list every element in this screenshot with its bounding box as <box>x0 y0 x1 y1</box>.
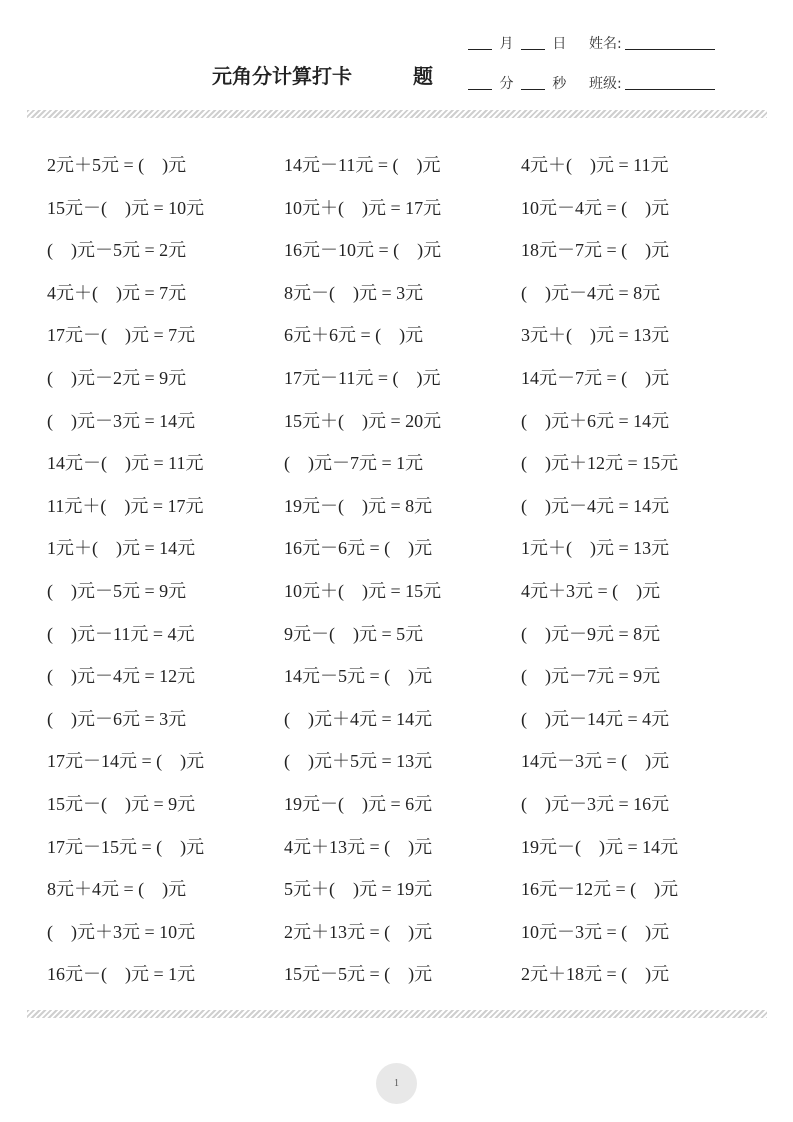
problem-row <box>47 150 757 193</box>
problem-item: ( )元＋12元 = 15元 <box>521 453 679 474</box>
problem-row <box>47 917 757 960</box>
problem-item: 6元＋6元 = ( )元 <box>284 325 424 346</box>
class-blank[interactable] <box>625 77 715 90</box>
problem-item: 16元－10元 = ( )元 <box>284 240 442 261</box>
problem-row <box>47 491 757 534</box>
problem-item: ( )元－5元 = 9元 <box>47 580 187 601</box>
top-divider <box>27 110 767 118</box>
problem-item: 2元＋5元 = ( )元 <box>47 155 187 175</box>
problem-item: 19元－( )元 = 6元 <box>284 793 433 814</box>
problem-item: 3元＋( )元 = 13元 <box>521 325 670 346</box>
problem-item: 17元－15元 = ( )元 <box>47 836 205 857</box>
problem-item: ( )元＋3元 = 10元 <box>47 921 196 942</box>
problem-item: ( )元－4元 = 8元 <box>521 282 661 303</box>
problem-item: ( )元－11元 = 4元 <box>47 623 195 644</box>
problem-item: 2元＋13元 = ( )元 <box>284 921 433 942</box>
problem-row <box>47 406 757 449</box>
problem-item: ( )元＋6元 = 14元 <box>521 410 670 431</box>
problem-item: ( )元－7元 = 9元 <box>521 666 661 687</box>
problem-grid <box>47 150 757 1002</box>
name-field <box>589 33 715 53</box>
problem-item: 17元－11元 = ( )元 <box>284 367 441 388</box>
day-label: 日 <box>552 36 567 52</box>
name-blank[interactable] <box>625 37 715 50</box>
problem-item: ( )元－3元 = 14元 <box>47 410 196 431</box>
minute-label: 分 <box>499 76 514 92</box>
problem-item: 15元＋( )元 = 20元 <box>284 410 442 431</box>
problem-row <box>47 193 757 236</box>
day-blank[interactable] <box>521 37 545 50</box>
problem-row <box>47 576 757 619</box>
problem-item: 14元－5元 = ( )元 <box>284 666 433 687</box>
problem-item: 16元－6元 = ( )元 <box>284 538 433 559</box>
problem-item: 15元－5元 = ( )元 <box>284 964 433 985</box>
problem-row <box>47 278 757 321</box>
problem-item: 19元－( )元 = 14元 <box>521 836 679 857</box>
problem-row <box>47 789 757 832</box>
problem-item: 10元－4元 = ( )元 <box>521 197 670 218</box>
problem-item: 15元－( )元 = 10元 <box>47 197 205 218</box>
problem-row <box>47 959 757 1002</box>
problem-item: ( )元－2元 = 9元 <box>47 367 187 388</box>
problem-row <box>47 235 757 278</box>
month-blank[interactable] <box>468 37 492 50</box>
problem-row <box>47 704 757 747</box>
class-field <box>589 73 715 93</box>
problem-item: 1元＋( )元 = 13元 <box>521 538 670 559</box>
class-label: 班级: <box>589 76 622 92</box>
second-blank[interactable] <box>521 77 545 90</box>
problem-row <box>47 533 757 576</box>
time-fields <box>465 73 566 93</box>
problem-item: ( )元－4元 = 14元 <box>521 495 670 516</box>
problem-item: 5元＋( )元 = 19元 <box>284 879 433 900</box>
problem-item: 2元＋18元 = ( )元 <box>521 964 670 985</box>
bottom-divider <box>27 1010 767 1018</box>
problem-item: 8元－( )元 = 3元 <box>284 282 424 303</box>
problem-item: 14元－11元 = ( )元 <box>284 155 441 175</box>
problem-item: ( )元＋5元 = 13元 <box>284 751 433 772</box>
name-label: 姓名: <box>589 36 622 52</box>
problem-item: 17元－( )元 = 7元 <box>47 325 196 346</box>
problem-item: ( )元＋4元 = 14元 <box>284 708 433 729</box>
problem-item: 16元－12元 = ( )元 <box>521 879 679 900</box>
problem-row <box>47 874 757 917</box>
problem-row <box>47 746 757 789</box>
problem-item: 10元＋( )元 = 17元 <box>284 197 442 218</box>
problem-item: 19元－( )元 = 8元 <box>284 495 433 516</box>
problem-item: 14元－3元 = ( )元 <box>521 751 670 772</box>
problem-item: ( )元－9元 = 8元 <box>521 623 661 644</box>
second-label: 秒 <box>552 76 567 92</box>
problem-row <box>47 448 757 491</box>
problem-item: 15元－( )元 = 9元 <box>47 793 196 814</box>
problem-item: 14元－7元 = ( )元 <box>521 367 670 388</box>
problem-item: 11元＋( )元 = 17元 <box>47 495 204 516</box>
month-label: 月 <box>499 36 514 52</box>
problem-item: ( )元－4元 = 12元 <box>47 666 196 687</box>
problem-item: ( )元－7元 = 1元 <box>284 453 424 474</box>
problem-item: 9元－( )元 = 5元 <box>284 623 424 644</box>
problem-row <box>47 832 757 875</box>
title-text: 元角分计算打卡 <box>212 64 352 88</box>
problem-item: 17元－14元 = ( )元 <box>47 751 205 772</box>
problem-row <box>47 619 757 662</box>
question-count-label: 题 <box>413 64 433 88</box>
problem-row <box>47 320 757 363</box>
problem-item: 4元＋( )元 = 11元 <box>521 155 669 175</box>
minute-blank[interactable] <box>468 77 492 90</box>
problem-item: 8元＋4元 = ( )元 <box>47 879 187 900</box>
problem-item: ( )元－5元 = 2元 <box>47 240 187 261</box>
date-fields <box>465 33 566 53</box>
problem-item: 10元－3元 = ( )元 <box>521 921 670 942</box>
problem-item: ( )元－14元 = 4元 <box>521 708 670 729</box>
problem-item: 14元－( )元 = 11元 <box>47 453 204 474</box>
problem-item: 16元－( )元 = 1元 <box>47 964 196 985</box>
problem-item: 10元＋( )元 = 15元 <box>284 580 442 601</box>
problem-item: 4元＋13元 = ( )元 <box>284 836 433 857</box>
problem-item: ( )元－3元 = 16元 <box>521 793 670 814</box>
problem-item: 4元＋3元 = ( )元 <box>521 580 661 601</box>
page-number: 1 <box>376 1063 417 1104</box>
problem-row <box>47 661 757 704</box>
problem-item: 18元－7元 = ( )元 <box>521 240 670 261</box>
problem-item: 1元＋( )元 = 14元 <box>47 538 196 559</box>
problem-item: 4元＋( )元 = 7元 <box>47 282 187 303</box>
problem-row <box>47 363 757 406</box>
worksheet-title <box>212 60 433 89</box>
problem-item: ( )元－6元 = 3元 <box>47 708 187 729</box>
